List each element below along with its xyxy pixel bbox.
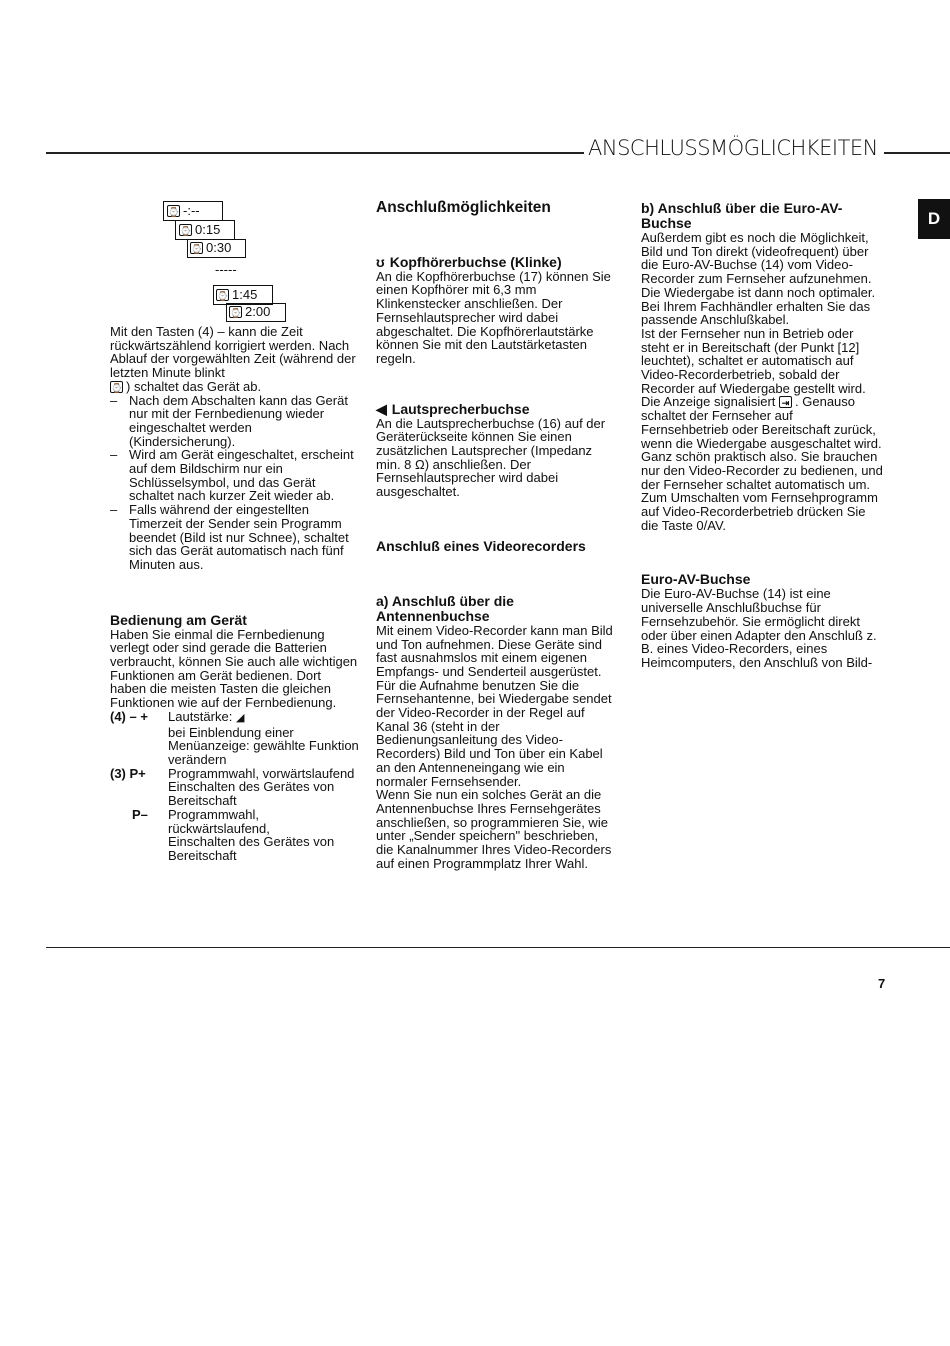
timer-value: 0:30 xyxy=(206,240,232,255)
euroav-text-1: Außerdem gibt es noch die Möglichkeit, Bild und Ton direkt (videofrequent) über die Euro-AV-Buchse (14) vom Video-Recorder zum Fernseher aufzunehmen. Die Wiedergabe ist dann noch optimaler. Bei Ihrem Fachhändler erhalten Sie das passende Anschlußkabel. xyxy=(641,230,876,328)
key-subtext: bei Einblendung einer Menüanzeige: gewählte Funktion verändern xyxy=(168,724,359,767)
bedienung-text: Haben Sie einmal die Fernbedienung verlegt oder sind gerade die Batterien verbraucht, können Sie auch alle wichtigen Funktionen am Gerät bedienen. Dort haben die meisten Tasten die gleichen Funktionen wie auf der Fernbedienung. xyxy=(110,626,358,711)
headphone-icon: ʊ xyxy=(376,253,385,270)
lautsprecher-text: An die Lautsprecherbuchse (16) auf der Geräterückseite können Sie einen zusätzlichen Lautsprecher (Impedanz min. 8 Ω) anschließen. Der Fernsehlautsprecher wird dabei ausgeschaltet. xyxy=(376,415,606,500)
key-subtext: Einschalten des Gerätes von Bereitschaft xyxy=(168,834,335,863)
column-3 xyxy=(641,201,883,670)
speaker-icon: ◀ xyxy=(376,400,387,417)
timer-icon: ⌚ xyxy=(111,382,123,393)
footer-rule xyxy=(46,947,950,948)
timer-value: -:-- xyxy=(183,203,200,218)
video-heading: Anschluß eines Videorecorders xyxy=(376,537,586,554)
column-1 xyxy=(110,325,360,863)
list-item: – Wird am Gerät eingeschaltet, erscheint auf dem Bildschirm nur ein Schlüsselsymbol, und das Gerät schaltet nach kurzer Zeit wieder ab. xyxy=(110,447,354,504)
key-row: (4) – + Lautstärke: ◢ xyxy=(110,708,245,724)
language-tab: D xyxy=(918,199,950,239)
antenne-heading: a) Anschluß über die Antennenbuchse xyxy=(376,592,514,624)
column-2 xyxy=(376,201,619,871)
timer-value: 2:00 xyxy=(245,304,271,319)
timer-icon: ⌚ xyxy=(217,290,229,301)
antenne-text-2: Wenn Sie nun ein solches Gerät an die Antennenbuchse Ihres Fernsehgerätes anschließen, so programmieren Sie, wie unter „Sender speichern" beschrieben, die Kanalnummer Ihres Video-Recorders auf einen Programmplatz Ihrer Wahl. xyxy=(376,787,612,871)
main-heading: Anschlußmöglichkeiten xyxy=(376,199,551,216)
section-title: ANSCHLUSSMÖGLICHKEITEN xyxy=(588,136,878,160)
timer-value: 1:45 xyxy=(232,287,258,302)
buchse-heading: Euro-AV-Buchse xyxy=(641,571,751,588)
euroav-text-2: Ist der Fernseher nun in Betrieb oder steht er in Bereitschaft (der Punkt [12] leuchtet), schaltet er automatisch auf Video-Recorderbetrieb, sobald der Recorder auf Wiedergabe gestellt wird. Die Anzeige signalisiert ⇥ . Genauso schaltet der Fernseher auf Fernsehbetrieb oder Bereitschaft zurück, wenn die Wiedergabe ausgeschaltet wird. Ganz schön praktisch also. Sie brauchen nur den Video-Recorder zu bedienen, und der Fernseher schaltet automatisch um. Zum Umschalten vom Fernsehprogramm auf Video-Recorderbetrieb drücken Sie die Taste 0/AV. xyxy=(641,325,883,533)
antenne-text-1: Mit einem Video-Recorder kann man Bild und Ton aufnehmen. Diese Geräte sind fast ausnahmslos mit einem eigenen Empfangs- und Senderteil ausgerüstet. Für die Aufnahme benutzen Sie die Fernsehantenne, bei Wiedergabe sendet der Video-Recorder in der Regel auf Kanal 36 (steht in der Bedienungsanleitung des Video-Recorders) Bild und Ton über ein Kabel an den Antenneneingang wie ein normaler Fernsehsender. xyxy=(376,622,613,789)
list-item: – Falls während der eingestellten Timerzeit der Sender sein Programm beendet (Bild ist nur Schnee), schaltet sich das Gerät automatisch nach fünf Minuten aus. xyxy=(110,502,349,572)
key-row: (3) P+ Programmwahl, vorwärtslaufend xyxy=(110,765,355,781)
lautsprecher-heading: ◀ Lautsprecherbuchse xyxy=(376,400,530,417)
euroav-heading: b) Anschluß über die Euro-AV-Buchse xyxy=(641,200,843,231)
kopfhoerer-heading: ʊ Kopfhörerbuchse (Klinke) xyxy=(376,253,562,270)
header-rule-right xyxy=(884,152,950,154)
timer-value: 0:15 xyxy=(195,222,221,237)
bedienung-heading: Bedienung am Gerät xyxy=(110,611,247,628)
timer-icon: ⌚ xyxy=(191,243,203,254)
intro-paragraph: Mit den Tasten (4) – kann die Zeit rückwärtszählend korrigiert werden. Nach Ablauf der vorgewählten Zeit (während der letzten Minute blinkt ⌚ ) schaltet das Gerät ab. xyxy=(110,324,356,394)
header-rule-left xyxy=(46,152,584,154)
buchse-text: Die Euro-AV-Buchse (14) ist eine universelle Anschlußbuchse für Fernsehzubehör. Sie ermöglicht direkt oder über einen Adapter den Anschluß z. B. eines Video-Recorders, eines Heimcomputers, den Anschluß von Bild- xyxy=(641,586,877,670)
timer-icon: ⌚ xyxy=(180,225,192,236)
timer-icon: ⌚ xyxy=(168,206,180,217)
kopfhoerer-text: An die Kopfhörerbuchse (17) können Sie einen Kopfhörer mit 6,3 mm Klinkenstecker anschließen. Der Fernsehlautsprecher wird dabei abgeschaltet. Die Kopfhörerlautstärke können Sie mit den Lautstärketasten regeln. xyxy=(376,268,611,366)
video-mode-icon: ⇥ xyxy=(779,396,792,408)
page-number: 7 xyxy=(878,976,886,991)
key-subtext: Einschalten des Gerätes von Bereitschaft xyxy=(168,779,335,809)
timer-icon: ⌚ xyxy=(230,307,242,318)
timer-ellipsis: ----- xyxy=(215,262,237,277)
volume-icon: ◢ xyxy=(235,711,245,724)
key-row: P– Programmwahl, rückwärtslaufend, xyxy=(132,806,270,836)
list-item: – Nach dem Abschalten kann das Gerät nur mit der Fernbedienung wieder eingeschaltet werden (Kindersicherung). xyxy=(110,392,348,449)
